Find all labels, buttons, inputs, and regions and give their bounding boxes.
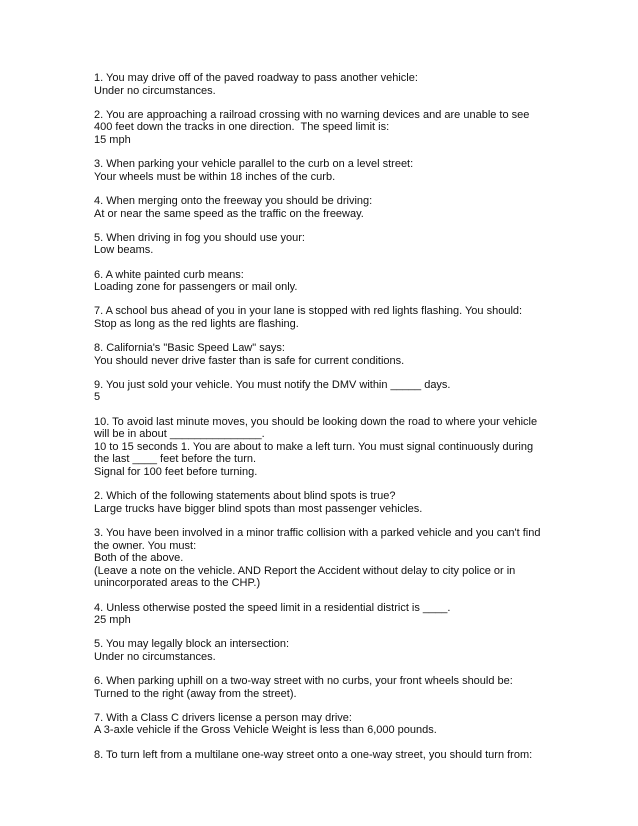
question-text: 4. Unless otherwise posted the speed limit in a residential district is ____. bbox=[94, 601, 451, 614]
answer-text: Low beams. bbox=[94, 244, 154, 257]
question-block bbox=[94, 269, 544, 294]
answer-text: Both of the above. bbox=[94, 552, 184, 565]
question-block bbox=[94, 72, 544, 97]
answer-text: Under no circumstances. bbox=[94, 84, 216, 97]
question-text: 8. To turn left from a multilane one-way street onto a one-way street, you should turn from: bbox=[94, 748, 533, 761]
answer-text: Signal for 100 feet before turning. bbox=[94, 466, 258, 478]
question-text: 10. To avoid last minute moves, you should be looking down the road to where your vehicle will be in about _______________. bbox=[94, 415, 541, 441]
question-text: 6. When parking uphill on a two-way street with no curbs, your front wheels should be: bbox=[94, 675, 513, 688]
question-text: 2. You are approaching a railroad crossing with no warning devices and are unable to see 400 feet down the tracks in one direction. The speed limit is: bbox=[94, 108, 533, 134]
question-text: 9. You just sold your vehicle. You must notify the DMV within _____ days. bbox=[94, 378, 451, 391]
question-block bbox=[94, 416, 544, 479]
question-text: 7. A school bus ahead of you in your lane is stopped with red lights flashing. You should: bbox=[94, 305, 523, 318]
question-block bbox=[94, 712, 544, 737]
answer-text: Your wheels must be within 18 inches of the curb. bbox=[94, 170, 336, 183]
answer-text: 15 mph bbox=[94, 133, 131, 146]
question-block bbox=[94, 305, 544, 330]
question-text: 4. When merging onto the freeway you should be driving: bbox=[94, 194, 373, 207]
question-text: 3. You have been involved in a minor traffic collision with a parked vehicle and you can't find the owner. You must: bbox=[94, 526, 544, 552]
answer-text: 25 mph bbox=[94, 614, 131, 627]
question-block bbox=[94, 379, 544, 404]
question-block bbox=[94, 749, 544, 762]
answer-text: Stop as long as the red lights are flashing. bbox=[94, 317, 299, 330]
question-block bbox=[94, 232, 544, 257]
answer-text: At or near the same speed as the traffic on the freeway. bbox=[94, 207, 364, 220]
question-block bbox=[94, 638, 544, 663]
question-block bbox=[94, 109, 544, 147]
answer-text: 5 bbox=[94, 391, 101, 404]
question-block bbox=[94, 602, 544, 627]
question-text: 2. Which of the following statements about blind spots is true? bbox=[94, 490, 396, 503]
answer-text: Loading zone for passengers or mail only. bbox=[94, 281, 298, 294]
question-block bbox=[94, 675, 544, 700]
question-block bbox=[94, 490, 544, 515]
question-text: 3. When parking your vehicle parallel to the curb on a level street: bbox=[94, 158, 414, 171]
question-text: 7. With a Class C drivers license a person may drive: bbox=[94, 711, 352, 724]
answer-note: (Leave a note on the vehicle. AND Report the Accident without delay to city police or in unincorporated areas to the CHP.) bbox=[94, 564, 519, 590]
answer-text: Large trucks have bigger blind spots than most passenger vehicles. bbox=[94, 502, 423, 515]
question-text: 8. California's "Basic Speed Law" says: bbox=[94, 342, 285, 355]
question-text: 5. You may legally block an intersection: bbox=[94, 638, 290, 651]
answer-text: You should never drive faster than is safe for current conditions. bbox=[94, 354, 405, 367]
question-block bbox=[94, 158, 544, 183]
question-text: 5. When driving in fog you should use your: bbox=[94, 231, 305, 244]
answer-text: Turned to the right (away from the street). bbox=[94, 687, 297, 700]
document-body bbox=[94, 72, 544, 773]
answer-text: 10 to 15 seconds 1. You are about to make a left turn. You must signal continuously during the last ____ feet before the turn. bbox=[94, 440, 537, 466]
question-text: 6. A white painted curb means: bbox=[94, 268, 244, 281]
question-text: 1. You may drive off of the paved roadway to pass another vehicle: bbox=[94, 72, 418, 84]
answer-text: Under no circumstances. bbox=[94, 650, 216, 663]
question-block bbox=[94, 195, 544, 220]
question-block bbox=[94, 527, 544, 590]
answer-text: A 3-axle vehicle if the Gross Vehicle Weight is less than 6,000 pounds. bbox=[94, 724, 437, 737]
question-block bbox=[94, 342, 544, 367]
